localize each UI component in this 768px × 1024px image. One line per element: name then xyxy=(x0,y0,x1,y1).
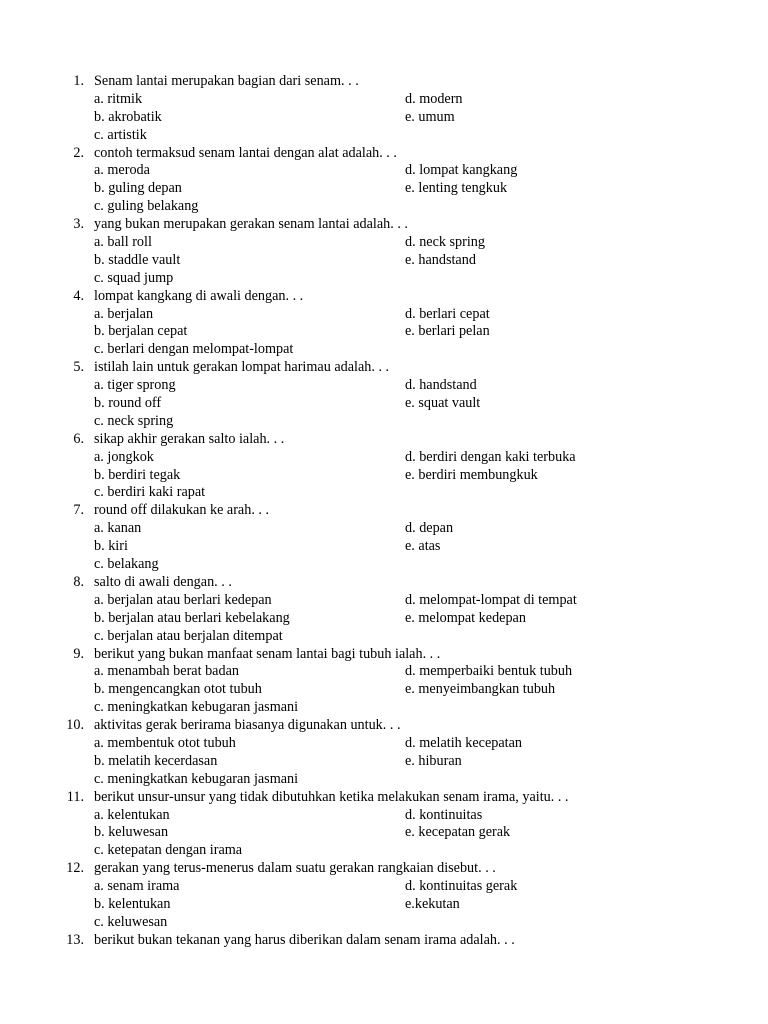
option-row xyxy=(0,198,768,216)
question-item xyxy=(0,145,768,217)
option-d: d. melatih kecepatan xyxy=(405,734,522,751)
option-row xyxy=(0,914,768,932)
option-e: e.kekutan xyxy=(405,895,460,912)
option-b: b. berjalan atau berlari kebelakang xyxy=(94,609,290,626)
option-row xyxy=(0,610,768,628)
option-row xyxy=(0,91,768,109)
option-c: c. berdiri kaki rapat xyxy=(94,484,206,501)
option-row xyxy=(0,413,768,431)
question-line xyxy=(0,717,768,735)
option-e: e. melompat kedepan xyxy=(405,609,526,626)
option-row xyxy=(0,896,768,914)
option-c: c. squad jump xyxy=(94,269,174,286)
question-text: lompat kangkang di awali dengan. . . xyxy=(94,287,304,304)
option-row xyxy=(0,735,768,753)
option-row xyxy=(0,842,768,860)
question-number: 9. xyxy=(73,645,84,662)
option-d: d. melompat-lompat di tempat xyxy=(405,591,577,608)
option-row xyxy=(0,270,768,288)
option-b: b. guling depan xyxy=(94,180,182,197)
question-item xyxy=(0,717,768,789)
option-row xyxy=(0,771,768,789)
option-b: b. mengencangkan otot tubuh xyxy=(94,681,262,698)
option-row xyxy=(0,449,768,467)
option-c: c. berlari dengan melompat-lompat xyxy=(94,341,294,358)
option-row xyxy=(0,592,768,610)
option-e: e. kecepatan gerak xyxy=(405,824,511,841)
option-a: a. tiger sprong xyxy=(94,377,176,394)
question-text: yang bukan merupakan gerakan senam lantai adalah. . . xyxy=(94,216,408,233)
question-text: berikut unsur-unsur yang tidak dibutuhkan ketika melakukan senam irama, yaitu. . . xyxy=(94,788,569,805)
question-number: 10. xyxy=(66,717,84,734)
question-text: salto di awali dengan. . . xyxy=(94,573,232,590)
option-row xyxy=(0,162,768,180)
option-row xyxy=(0,484,768,502)
option-a: a. berjalan atau berlari kedepan xyxy=(94,591,272,608)
option-e: e. berdiri membungkuk xyxy=(405,466,538,483)
question-text: Senam lantai merupakan bagian dari senam. . . xyxy=(94,73,359,89)
option-row xyxy=(0,234,768,252)
option-d: d. modern xyxy=(405,90,463,107)
option-row xyxy=(0,628,768,646)
question-text: berikut bukan tekanan yang harus diberikan dalam senam irama adalah. . . xyxy=(94,931,515,948)
question-number: 4. xyxy=(73,287,84,304)
option-d: d. depan xyxy=(405,520,454,537)
option-a: a. senam irama xyxy=(94,878,180,895)
option-e: e. atas xyxy=(405,538,441,555)
option-row xyxy=(0,681,768,699)
option-b: b. akrobatik xyxy=(94,108,162,125)
option-a: a. ritmik xyxy=(94,90,143,107)
option-row xyxy=(0,341,768,359)
option-row xyxy=(0,467,768,485)
option-b: b. kiri xyxy=(94,538,128,555)
option-e: e. menyeimbangkan tubuh xyxy=(405,681,556,698)
option-c: c. ketepatan dengan irama xyxy=(94,842,243,859)
question-item xyxy=(0,502,768,574)
option-b: b. berdiri tegak xyxy=(94,466,181,483)
question-line xyxy=(0,359,768,377)
question-number: 12. xyxy=(66,860,84,877)
question-number: 11. xyxy=(66,788,84,805)
option-a: a. meroda xyxy=(94,162,150,179)
option-b: b. staddle vault xyxy=(94,251,181,268)
option-e: e. squat vault xyxy=(405,395,481,412)
option-row xyxy=(0,306,768,324)
option-a: a. kelentukan xyxy=(94,806,170,823)
option-d: d. neck spring xyxy=(405,234,485,251)
option-c: c. artistik xyxy=(94,126,147,143)
option-row xyxy=(0,824,768,842)
question-number: 8. xyxy=(73,573,84,590)
option-c: c. keluwesan xyxy=(94,913,168,930)
question-line xyxy=(0,502,768,520)
question-line xyxy=(0,789,768,807)
option-row xyxy=(0,663,768,681)
option-row xyxy=(0,395,768,413)
option-b: b. kelentukan xyxy=(94,895,171,912)
question-line xyxy=(0,932,768,950)
option-a: a. jongkok xyxy=(94,448,154,465)
option-b: b. berjalan cepat xyxy=(94,323,188,340)
question-text: aktivitas gerak berirama biasanya digunakan untuk. . . xyxy=(94,717,401,734)
question-text: round off dilakukan ke arah. . . xyxy=(94,502,270,519)
question-line xyxy=(0,145,768,163)
question-number: 1. xyxy=(73,73,84,89)
question-item xyxy=(0,574,768,646)
option-c: c. belakang xyxy=(94,556,159,573)
question-number: 6. xyxy=(73,430,84,447)
option-row xyxy=(0,109,768,127)
question-line xyxy=(0,73,768,91)
option-a: a. kanan xyxy=(94,520,142,537)
option-a: a. berjalan xyxy=(94,305,154,322)
option-e: e. hiburan xyxy=(405,752,462,769)
option-c: c. neck spring xyxy=(94,412,174,429)
question-number: 13. xyxy=(66,931,84,948)
question-line xyxy=(0,288,768,306)
option-row xyxy=(0,520,768,538)
question-item xyxy=(0,789,768,861)
option-d: d. lompat kangkang xyxy=(405,162,518,179)
option-d: d. berdiri dengan kaki terbuka xyxy=(405,448,576,465)
question-number: 5. xyxy=(73,359,84,376)
question-line xyxy=(0,646,768,664)
question-number: 7. xyxy=(73,502,84,519)
question-text: sikap akhir gerakan salto ialah. . . xyxy=(94,430,285,447)
question-line xyxy=(0,574,768,592)
question-item xyxy=(0,216,768,288)
option-b: b. melatih kecerdasan xyxy=(94,752,218,769)
option-a: a. ball roll xyxy=(94,234,152,251)
question-text: gerakan yang terus-menerus dalam suatu gerakan rangkaian disebut. . . xyxy=(94,860,496,877)
option-d: d. handstand xyxy=(405,377,477,394)
question-list xyxy=(0,73,768,950)
option-row xyxy=(0,807,768,825)
option-d: d. kontinuitas xyxy=(405,806,483,823)
option-b: b. keluwesan xyxy=(94,824,169,841)
question-number: 2. xyxy=(73,144,84,161)
option-c: c. guling belakang xyxy=(94,198,199,215)
question-line xyxy=(0,860,768,878)
question-item xyxy=(0,73,768,145)
option-c: c. meningkatkan kebugaran jasmani xyxy=(94,699,299,716)
question-item xyxy=(0,932,768,950)
question-text: contoh termaksud senam lantai dengan alat adalah. . . xyxy=(94,144,397,161)
option-row xyxy=(0,323,768,341)
question-item xyxy=(0,359,768,431)
option-a: a. menambah berat badan xyxy=(94,663,239,680)
option-row xyxy=(0,127,768,145)
question-item xyxy=(0,288,768,360)
option-e: e. handstand xyxy=(405,251,476,268)
option-b: b. round off xyxy=(94,395,162,412)
option-row xyxy=(0,377,768,395)
question-text: istilah lain untuk gerakan lompat harimau adalah. . . xyxy=(94,359,390,376)
option-a: a. membentuk otot tubuh xyxy=(94,734,236,751)
question-number: 3. xyxy=(73,216,84,233)
option-c: c. berjalan atau berjalan ditempat xyxy=(94,627,283,644)
option-row xyxy=(0,180,768,198)
option-row xyxy=(0,878,768,896)
option-d: d. berlari cepat xyxy=(405,305,490,322)
option-e: e. lenting tengkuk xyxy=(405,180,508,197)
question-item xyxy=(0,860,768,932)
option-d: d. kontinuitas gerak xyxy=(405,878,518,895)
question-item xyxy=(0,431,768,503)
question-text: berikut yang bukan manfaat senam lantai bagi tubuh ialah. . . xyxy=(94,645,441,662)
option-row xyxy=(0,538,768,556)
question-item xyxy=(0,646,768,718)
option-d: d. memperbaiki bentuk tubuh xyxy=(405,663,573,680)
option-row xyxy=(0,753,768,771)
option-row xyxy=(0,252,768,270)
question-line xyxy=(0,431,768,449)
option-e: e. berlari pelan xyxy=(405,323,490,340)
option-row xyxy=(0,699,768,717)
question-line xyxy=(0,216,768,234)
option-c: c. meningkatkan kebugaran jasmani xyxy=(94,770,299,787)
option-e: e. umum xyxy=(405,108,455,125)
option-row xyxy=(0,556,768,574)
